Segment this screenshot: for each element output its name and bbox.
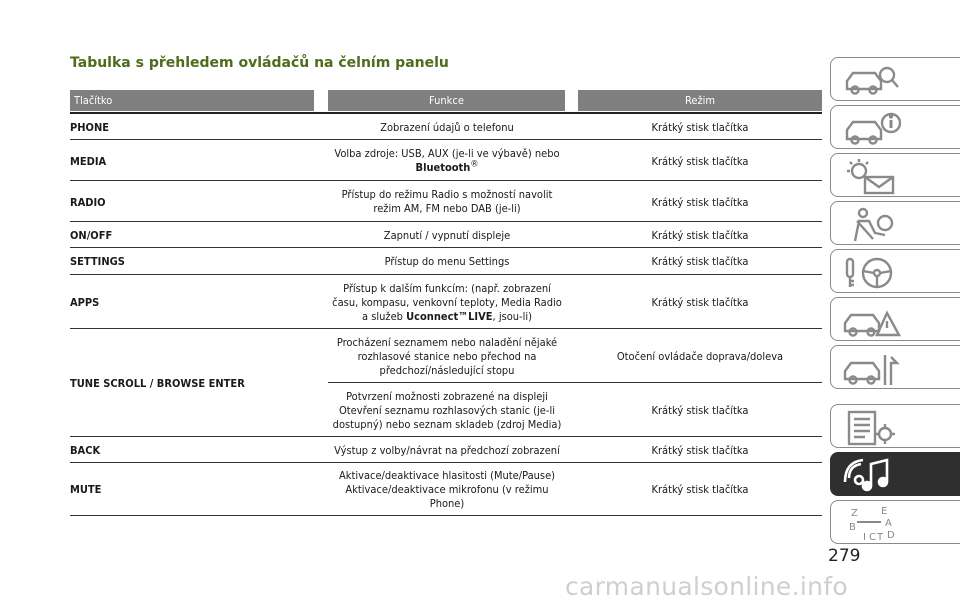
row-back-mode: Krátký stisk tlačítka bbox=[651, 444, 749, 457]
header-rule bbox=[70, 112, 822, 114]
row-media-function bbox=[318, 147, 576, 175]
row-radio-mode: Krátký stisk tlačítka bbox=[651, 196, 749, 209]
row-apps-function-line: Přístup k dalším funkcím: (např. zobrazení bbox=[343, 282, 551, 295]
car-info-icon bbox=[841, 109, 901, 147]
sidebar-tab-car-search[interactable] bbox=[830, 57, 960, 101]
row-mute-function-line: Aktivace/deaktivace mikrofonu (v režimu bbox=[345, 483, 549, 496]
page-title: Tabulka s přehledem ovládačů na čelním panelu bbox=[70, 55, 449, 71]
row-tune-function-line: dostupný) nebo seznam skladeb (zdroj Media) bbox=[332, 418, 562, 431]
index-letter: C bbox=[869, 532, 876, 542]
car-breakdown-icon bbox=[841, 301, 901, 339]
row-divider bbox=[70, 247, 822, 248]
sidebar-tab-key-steering[interactable] bbox=[830, 249, 960, 293]
sidebar-tab-index[interactable] bbox=[830, 500, 960, 544]
row-phone-function: Zobrazení údajů o telefonu bbox=[380, 121, 514, 134]
row-media-function-line: Volba zdroje: USB, AUX (je-li ve výbavě) nebo bbox=[334, 147, 560, 160]
car-search-icon bbox=[841, 61, 901, 99]
row-apps-name: APPS bbox=[70, 296, 100, 309]
row-onoff-mode: Krátký stisk tlačítka bbox=[651, 229, 749, 242]
row-tune-function-line: Procházení seznamem nebo naladění nějaké bbox=[336, 336, 558, 349]
sidebar-tab-seatbelt-airbag[interactable] bbox=[830, 201, 960, 245]
row-divider bbox=[70, 221, 822, 222]
row-onoff-name: ON/OFF bbox=[70, 229, 113, 242]
warning-lights-icon bbox=[841, 157, 901, 195]
sidebar-tab-technical-data[interactable] bbox=[830, 404, 960, 448]
header-function: Funkce bbox=[328, 90, 565, 111]
index-letter: B bbox=[849, 522, 856, 533]
row-back-function: Výstup z volby/návrat na předchozí zobrazení bbox=[334, 444, 560, 457]
row-phone-mode: Krátký stisk tlačítka bbox=[651, 121, 749, 134]
row-apps-mode: Krátký stisk tlačítka bbox=[651, 296, 749, 309]
row-settings-name: SETTINGS bbox=[70, 255, 125, 268]
page-number: 279 bbox=[828, 546, 861, 566]
seatbelt-airbag-icon bbox=[841, 205, 901, 243]
row-sub-divider bbox=[328, 382, 822, 383]
row-settings-mode: Krátký stisk tlačítka bbox=[651, 255, 749, 268]
index-letter: A bbox=[885, 518, 892, 529]
row-mute-mode: Krátký stisk tlačítka bbox=[651, 483, 749, 496]
row-onoff-function: Zapnutí / vypnutí displeje bbox=[383, 229, 511, 242]
technical-data-icon bbox=[841, 408, 901, 446]
row-radio-function bbox=[318, 188, 576, 216]
row-tune-function-2 bbox=[318, 390, 576, 432]
bluetooth-label: Bluetooth bbox=[415, 161, 471, 174]
row-divider bbox=[70, 328, 822, 329]
row-divider bbox=[70, 436, 822, 437]
header-button: Tlačítko bbox=[70, 90, 314, 111]
header-mode: Režim bbox=[578, 90, 822, 111]
row-mute-function-line: Aktivace/deaktivace hlasitosti (Mute/Pause) bbox=[338, 469, 556, 482]
row-settings-function: Přístup do menu Settings bbox=[384, 255, 510, 268]
row-media-name: MEDIA bbox=[70, 155, 107, 168]
row-apps-function-line: času, kompasu, venkovní teploty, Media Radio bbox=[332, 296, 562, 309]
row-divider bbox=[70, 180, 822, 181]
key-steering-icon bbox=[841, 253, 901, 291]
row-tune-function-line: Otevření seznamu rozhlasových stanic (je-li bbox=[339, 404, 555, 417]
index-letter: I bbox=[863, 532, 866, 542]
sidebar-tab-warning-lights[interactable] bbox=[830, 153, 960, 197]
multimedia-icon bbox=[841, 456, 901, 494]
uconnect-live-label: Uconnect™LIVE bbox=[406, 310, 493, 323]
row-mute-function-line: Phone) bbox=[429, 497, 465, 510]
row-apps-function-text: a služeb bbox=[362, 310, 407, 323]
row-tune-name: TUNE SCROLL / BROWSE ENTER bbox=[70, 377, 245, 390]
row-divider bbox=[70, 139, 822, 140]
index-letters-icon bbox=[841, 504, 901, 542]
index-letter: T bbox=[877, 532, 884, 542]
row-tune-function-line: rozhlasové stanice nebo přechod na bbox=[357, 350, 537, 363]
row-divider bbox=[70, 462, 822, 463]
row-apps-function-text: , jsou-li) bbox=[492, 310, 532, 323]
sidebar-tab-multimedia[interactable] bbox=[830, 452, 960, 496]
index-letter: E bbox=[881, 506, 888, 517]
watermark: carmanualsonline.info bbox=[565, 572, 848, 601]
row-divider bbox=[70, 274, 822, 275]
row-mute-name: MUTE bbox=[70, 483, 102, 496]
row-tune-function-line: Potvrzení možnosti zobrazené na displeji bbox=[346, 390, 548, 403]
row-tune-function-line: předchozí/následující stopu bbox=[379, 364, 515, 377]
registered-mark: ® bbox=[470, 159, 479, 170]
row-tune-function-1 bbox=[318, 336, 576, 378]
table-bottom-rule bbox=[70, 515, 822, 516]
sidebar-tab-car-info[interactable] bbox=[830, 105, 960, 149]
index-letter: Z bbox=[851, 508, 858, 519]
car-tools-icon bbox=[841, 349, 901, 387]
row-media-mode: Krátký stisk tlačítka bbox=[651, 155, 749, 168]
row-mute-function bbox=[318, 469, 576, 511]
row-tune-mode-1: Otočení ovládače doprava/doleva bbox=[616, 350, 784, 363]
sidebar-tab-car-breakdown[interactable] bbox=[830, 297, 960, 341]
row-back-name: BACK bbox=[70, 444, 101, 457]
row-radio-function-line: režim AM, FM nebo DAB (je-li) bbox=[373, 202, 521, 215]
row-apps-function bbox=[318, 282, 576, 324]
index-letter: D bbox=[887, 530, 895, 541]
row-phone-name: PHONE bbox=[70, 121, 109, 134]
sidebar-tab-car-tools[interactable] bbox=[830, 345, 960, 389]
row-tune-mode-2: Krátký stisk tlačítka bbox=[651, 404, 749, 417]
row-radio-function-line: Přístup do režimu Radio s možností navolit bbox=[341, 188, 553, 201]
row-radio-name: RADIO bbox=[70, 196, 106, 209]
